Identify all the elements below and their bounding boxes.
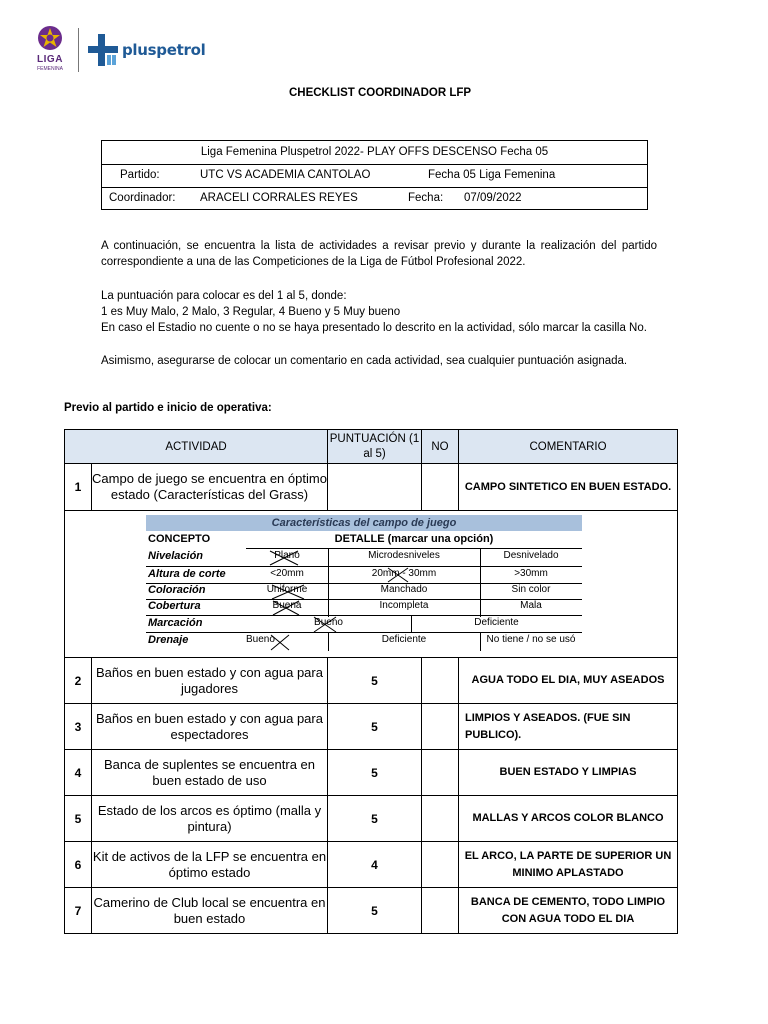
grass-option[interactable]: Deficiente [474, 617, 519, 628]
partido-label: Partido: [120, 169, 160, 181]
grass-option[interactable]: Mala [520, 600, 542, 611]
row-no-checkbox[interactable] [422, 888, 459, 934]
row-puntuacion-input[interactable] [328, 464, 422, 511]
row-comentario[interactable]: EL ARCO, LA PARTE DE SUPERIOR UN MINIMO APLASTADO [459, 842, 678, 888]
row-number: 7 [65, 888, 92, 934]
row-no-checkbox[interactable] [422, 796, 459, 842]
row-number: 4 [65, 750, 92, 796]
grass-option[interactable]: Uniforme [266, 584, 308, 595]
partido-value: UTC VS ACADEMIA CANTOLAO [200, 169, 371, 181]
row-comentario[interactable]: BANCA DE CEMENTO, TODO LIMPIO CON AGUA TODO EL DIA [459, 888, 678, 934]
x-mark-marcacion [314, 617, 336, 632]
grass-label: Marcación [148, 617, 203, 629]
table-row [65, 464, 678, 511]
comment-instruction: Asimismo, asegurarse de colocar un comentario en cada actividad, sea cualquier puntuación asignada. [101, 355, 628, 367]
grass-option[interactable]: Sin color [511, 584, 551, 595]
row-no-checkbox[interactable] [422, 750, 459, 796]
row-puntuacion-input[interactable]: 4 [328, 842, 422, 888]
liga-logo-subtext: FEMENINA [37, 66, 63, 72]
row-actividad: Kit de activos de la LFP se encuentra en óptimo estado [92, 842, 328, 888]
grass-label: Coloración [148, 584, 206, 596]
logo-divider [78, 28, 79, 72]
grass-option[interactable]: No tiene / no se usó [486, 634, 576, 645]
x-mark-altura [388, 568, 408, 582]
row-number: 5 [65, 796, 92, 842]
header-comentario: COMENTARIO [459, 430, 678, 464]
partido-row [102, 164, 647, 188]
row-puntuacion-input[interactable]: 5 [328, 796, 422, 842]
row-puntuacion-input[interactable]: 5 [328, 750, 422, 796]
grass-option[interactable]: Manchado [380, 584, 428, 595]
row-comentario[interactable]: MALLAS Y ARCOS COLOR BLANCO [459, 796, 678, 842]
grass-characteristics-table [146, 515, 582, 651]
tournament-row [102, 141, 647, 165]
table-row [65, 750, 678, 796]
fecha-label: Fecha: [408, 192, 444, 204]
tournament-name: Liga Femenina Pluspetrol 2022- PLAY OFFS DESCENSO Fecha 05 [200, 146, 549, 158]
x-mark-nivelacion [270, 551, 298, 565]
grass-detail-row [65, 511, 678, 658]
grass-option[interactable]: Deficiente [381, 634, 427, 645]
grass-option[interactable]: Desnivelado [503, 550, 559, 561]
grass-option[interactable]: >30mm [514, 568, 548, 579]
row-number: 3 [65, 704, 92, 750]
pluspetrol-mark-icon [88, 34, 118, 66]
coordinador-value: ARACELI CORRALES REYES [200, 192, 358, 204]
row-no-checkbox[interactable] [422, 464, 459, 511]
header-actividad: ACTIVIDAD [65, 430, 328, 464]
score-scale-values: 1 es Muy Malo, 2 Malo, 3 Regular, 4 Bueno y 5 Muy bueno [101, 306, 401, 318]
x-mark-coloracion [272, 585, 304, 599]
row-no-checkbox[interactable] [422, 842, 459, 888]
grass-label: Cobertura [148, 600, 201, 612]
row-number: 6 [65, 842, 92, 888]
grass-detalle-header: DETALLE (marcar una opción) [334, 533, 494, 545]
row-puntuacion-input[interactable]: 5 [328, 704, 422, 750]
pluspetrol-logo-text: pluspetrol [122, 41, 206, 59]
fecha-liga: Fecha 05 Liga Femenina [428, 169, 556, 181]
table-row [65, 842, 678, 888]
grass-option[interactable]: Incompleta [379, 600, 429, 611]
coordinador-row [102, 187, 647, 210]
grass-option[interactable]: Buena [272, 600, 302, 611]
grass-concepto-header: CONCEPTO [148, 533, 211, 545]
document-title: CHECKLIST COORDINADOR LFP [288, 87, 472, 99]
table-row [65, 658, 678, 704]
row-comentario[interactable]: AGUA TODO EL DIA, MUY ASEADOS [459, 658, 678, 704]
header-no: NO [422, 430, 459, 464]
intro-paragraph: A continuación, se encuentra la lista de actividades a revisar previo y durante la realización del partido correspondiente a una de las Competiciones de la Liga de Fútbol Profesional 2022. [101, 240, 657, 268]
grass-label: Drenaje [148, 634, 189, 646]
no-instruction: En caso el Estadio no cuente o no se haya presentado lo descrito en la actividad, sólo marcar la casilla No. [101, 322, 647, 334]
grass-option[interactable]: Microdesniveles [368, 550, 440, 561]
grass-option[interactable]: Plano [274, 550, 300, 561]
section-label: Previo al partido e inicio de operativa: [64, 402, 272, 414]
row-number: 1 [65, 464, 92, 511]
grass-detail-cell [65, 511, 678, 658]
grass-option[interactable]: 20mm - 30mm [371, 568, 437, 579]
x-mark-drenaje [271, 635, 289, 650]
grass-label: Altura de corte [148, 568, 226, 580]
row-puntuacion-input[interactable]: 5 [328, 658, 422, 704]
row-no-checkbox[interactable] [422, 704, 459, 750]
row-comentario[interactable]: LIMPIOS Y ASEADOS. (FUE SIN PUBLICO). [459, 704, 678, 750]
row-actividad: Campo de juego se encuentra en óptimo estado (Características del Grass) [92, 464, 328, 511]
fecha-value: 07/09/2022 [464, 192, 522, 204]
coordinador-label: Coordinador: [109, 192, 176, 204]
grass-option[interactable]: Bueno [314, 617, 343, 628]
grass-table-title: Características del campo de juego [146, 515, 582, 531]
table-row [65, 796, 678, 842]
x-mark-cobertura [273, 601, 299, 615]
header-puntuacion: PUNTUACIÓN (1 al 5) [328, 430, 422, 464]
match-info-box [101, 140, 648, 210]
grass-option[interactable]: <20mm [270, 568, 304, 579]
row-actividad: Banca de suplentes se encuentra en buen estado de uso [92, 750, 328, 796]
selection-marks [146, 515, 582, 651]
table-header-row [65, 430, 678, 464]
grass-option[interactable]: Bueno [246, 634, 275, 645]
pluspetrol-logo [88, 32, 206, 68]
row-comentario[interactable]: BUEN ESTADO Y LIMPIAS [459, 750, 678, 796]
checklist-table [64, 429, 678, 934]
grass-label: Nivelación [148, 550, 204, 562]
liga-logo-text: LIGA [37, 54, 63, 65]
liga-femenina-logo [34, 24, 66, 76]
row-number: 2 [65, 658, 92, 704]
row-actividad: Baños en buen estado y con agua para jugadores [92, 658, 328, 704]
row-no-checkbox[interactable] [422, 658, 459, 704]
liga-badge-icon [36, 24, 64, 52]
row-actividad: Camerino de Club local se encuentra en buen estado [92, 888, 328, 934]
row-actividad: Baños en buen estado y con agua para espectadores [92, 704, 328, 750]
row-puntuacion-input[interactable]: 5 [328, 888, 422, 934]
row-actividad: Estado de los arcos es óptimo (malla y pintura) [92, 796, 328, 842]
table-row [65, 888, 678, 934]
score-scale-intro: La puntuación para colocar es del 1 al 5, donde: [101, 290, 347, 302]
row-comentario[interactable]: CAMPO SINTETICO EN BUEN ESTADO. [459, 464, 678, 511]
table-row [65, 704, 678, 750]
